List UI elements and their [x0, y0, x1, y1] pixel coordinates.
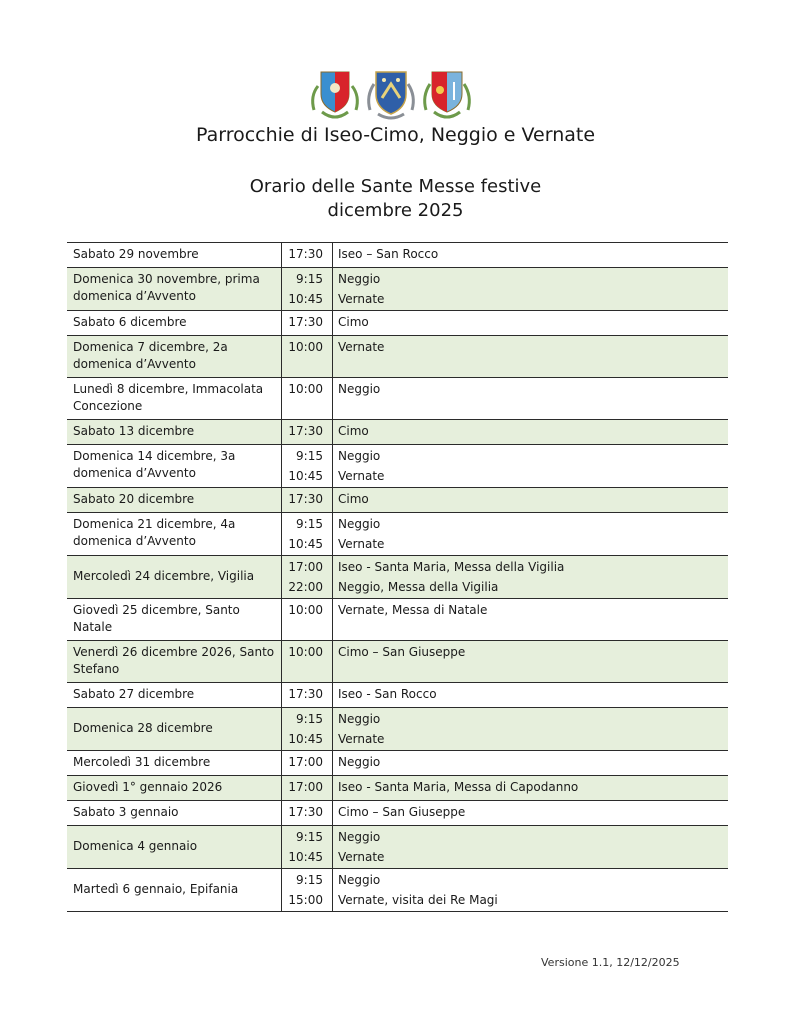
schedule-places — [333, 776, 729, 801]
schedule-row — [67, 268, 728, 311]
schedule-row — [67, 869, 728, 912]
schedule-row — [67, 683, 728, 708]
mass-location: Cimo – San Giuseppe — [338, 645, 466, 659]
schedule-row — [67, 445, 728, 488]
mass-location: Vernate — [338, 340, 385, 354]
schedule-row — [67, 708, 728, 751]
mass-time: 17:30 — [288, 424, 323, 438]
schedule-times — [282, 801, 333, 826]
schedule-row — [67, 378, 728, 420]
schedule-title-line1: Orario delle Sante Messe festive — [249, 176, 542, 197]
mass-time: 9:15 — [296, 272, 323, 286]
schedule-row — [67, 751, 728, 776]
mass-time: 10:45 — [288, 537, 323, 551]
coat-of-arms-iseo-cimo-icon — [308, 66, 362, 122]
schedule-times — [282, 243, 333, 268]
schedule-row — [67, 599, 728, 641]
mass-location: Cimo — [338, 492, 369, 506]
schedule-times — [282, 599, 333, 641]
schedule-times — [282, 445, 333, 488]
mass-location: Neggio — [338, 712, 381, 726]
mass-location: Iseo – San Rocco — [338, 247, 439, 261]
mass-time: 10:00 — [288, 603, 323, 617]
schedule-day: Domenica 30 novembre, prima domenica d’Avvento — [67, 268, 282, 311]
mass-time: 10:45 — [288, 850, 323, 864]
mass-time: 17:00 — [288, 560, 323, 574]
schedule-times — [282, 513, 333, 556]
schedule-places — [333, 311, 729, 336]
schedule-places — [333, 243, 729, 268]
schedule-times — [282, 488, 333, 513]
schedule-day: Sabato 20 dicembre — [67, 488, 282, 513]
mass-time: 10:00 — [288, 340, 323, 354]
schedule-day: Domenica 4 gennaio — [67, 826, 282, 869]
schedule-places — [333, 445, 729, 488]
schedule-row — [67, 513, 728, 556]
mass-location: Cimo — [338, 315, 369, 329]
schedule-places — [333, 336, 729, 378]
schedule-places — [333, 268, 729, 311]
schedule-times — [282, 311, 333, 336]
schedule-times — [282, 751, 333, 776]
parish-crests — [308, 66, 474, 122]
schedule-day: Martedì 6 gennaio, Epifania — [67, 869, 282, 912]
mass-time: 17:30 — [288, 492, 323, 506]
schedule-places — [333, 488, 729, 513]
mass-location: Neggio — [338, 830, 381, 844]
mass-time: 17:30 — [288, 805, 323, 819]
mass-time: 10:45 — [288, 732, 323, 746]
schedule-day: Domenica 7 dicembre, 2a domenica d’Avvento — [67, 336, 282, 378]
mass-time: 15:00 — [288, 893, 323, 907]
mass-location: Vernate, Messa di Natale — [338, 603, 488, 617]
mass-location: Iseo - Santa Maria, Messa della Vigilia — [338, 560, 565, 574]
schedule-title-month: dicembre 2025 — [327, 200, 464, 221]
schedule-row — [67, 641, 728, 683]
mass-time: 10:45 — [288, 292, 323, 306]
schedule-day: Giovedì 25 dicembre, Santo Natale — [67, 599, 282, 641]
schedule-row — [67, 488, 728, 513]
schedule-day: Sabato 6 dicembre — [67, 311, 282, 336]
schedule-row — [67, 776, 728, 801]
mass-location: Vernate — [338, 850, 385, 864]
schedule-row — [67, 243, 728, 268]
schedule-places — [333, 378, 729, 420]
schedule-places — [333, 599, 729, 641]
mass-location: Neggio — [338, 449, 381, 463]
schedule-day: Mercoledì 24 dicembre, Vigilia — [67, 556, 282, 599]
schedule-places — [333, 869, 729, 912]
schedule-places — [333, 801, 729, 826]
schedule-places — [333, 420, 729, 445]
mass-location: Vernate — [338, 537, 385, 551]
mass-location: Iseo - Santa Maria, Messa di Capodanno — [338, 780, 579, 794]
schedule-row — [67, 420, 728, 445]
schedule-places — [333, 826, 729, 869]
schedule-times — [282, 708, 333, 751]
schedule-places — [333, 556, 729, 599]
schedule-places — [333, 641, 729, 683]
mass-time: 17:30 — [288, 687, 323, 701]
schedule-row — [67, 801, 728, 826]
schedule-day: Domenica 14 dicembre, 3a domenica d’Avvento — [67, 445, 282, 488]
mass-time: 17:30 — [288, 315, 323, 329]
schedule-times — [282, 336, 333, 378]
mass-location: Neggio — [338, 755, 381, 769]
schedule-row — [67, 826, 728, 869]
mass-location: Iseo - San Rocco — [338, 687, 437, 701]
schedule-times — [282, 641, 333, 683]
mass-location: Neggio — [338, 873, 381, 887]
schedule-day: Venerdì 26 dicembre 2026, Santo Stefano — [67, 641, 282, 683]
schedule-times — [282, 378, 333, 420]
schedule-times — [282, 556, 333, 599]
schedule-row — [67, 336, 728, 378]
mass-location: Neggio — [338, 382, 381, 396]
schedule-day: Sabato 29 novembre — [67, 243, 282, 268]
schedule-day: Domenica 21 dicembre, 4a domenica d’Avvento — [67, 513, 282, 556]
mass-time: 9:15 — [296, 830, 323, 844]
parish-title: Parrocchie di Iseo-Cimo, Neggio e Vernate — [195, 124, 596, 146]
schedule-times — [282, 420, 333, 445]
mass-time: 10:45 — [288, 469, 323, 483]
mass-location: Cimo — [338, 424, 369, 438]
schedule-day: Sabato 13 dicembre — [67, 420, 282, 445]
mass-location: Cimo – San Giuseppe — [338, 805, 466, 819]
coat-of-arms-vernate-icon — [420, 66, 474, 122]
mass-location: Neggio — [338, 272, 381, 286]
version-label: Versione 1.1, 12/12/2025 — [541, 956, 680, 969]
schedule-row — [67, 556, 728, 599]
schedule-places — [333, 708, 729, 751]
schedule-day: Mercoledì 31 dicembre — [67, 751, 282, 776]
schedule-places — [333, 683, 729, 708]
mass-location: Vernate — [338, 292, 385, 306]
schedule-day: Lunedì 8 dicembre, Immacolata Concezione — [67, 378, 282, 420]
coat-of-arms-neggio-icon — [364, 66, 418, 122]
mass-time: 22:00 — [288, 580, 323, 594]
mass-time: 17:00 — [288, 780, 323, 794]
mass-time: 9:15 — [296, 873, 323, 887]
mass-time: 10:00 — [288, 645, 323, 659]
schedule-times — [282, 268, 333, 311]
schedule-day: Domenica 28 dicembre — [67, 708, 282, 751]
schedule-times — [282, 776, 333, 801]
schedule-times — [282, 826, 333, 869]
mass-time: 17:00 — [288, 755, 323, 769]
schedule-row — [67, 311, 728, 336]
mass-schedule-table — [67, 242, 728, 912]
mass-time: 9:15 — [296, 517, 323, 531]
schedule-day: Sabato 27 dicembre — [67, 683, 282, 708]
mass-time: 9:15 — [296, 712, 323, 726]
schedule-places — [333, 513, 729, 556]
schedule-times — [282, 869, 333, 912]
schedule-title — [0, 175, 791, 223]
schedule-times — [282, 683, 333, 708]
schedule-day: Sabato 3 gennaio — [67, 801, 282, 826]
schedule-day: Giovedì 1° gennaio 2026 — [67, 776, 282, 801]
mass-time: 17:30 — [288, 247, 323, 261]
mass-time: 9:15 — [296, 449, 323, 463]
mass-location: Vernate, visita dei Re Magi — [338, 893, 498, 907]
mass-location: Vernate — [338, 732, 385, 746]
mass-location: Neggio — [338, 517, 381, 531]
mass-location: Neggio, Messa della Vigilia — [338, 580, 499, 594]
mass-location: Vernate — [338, 469, 385, 483]
mass-time: 10:00 — [288, 382, 323, 396]
schedule-places — [333, 751, 729, 776]
